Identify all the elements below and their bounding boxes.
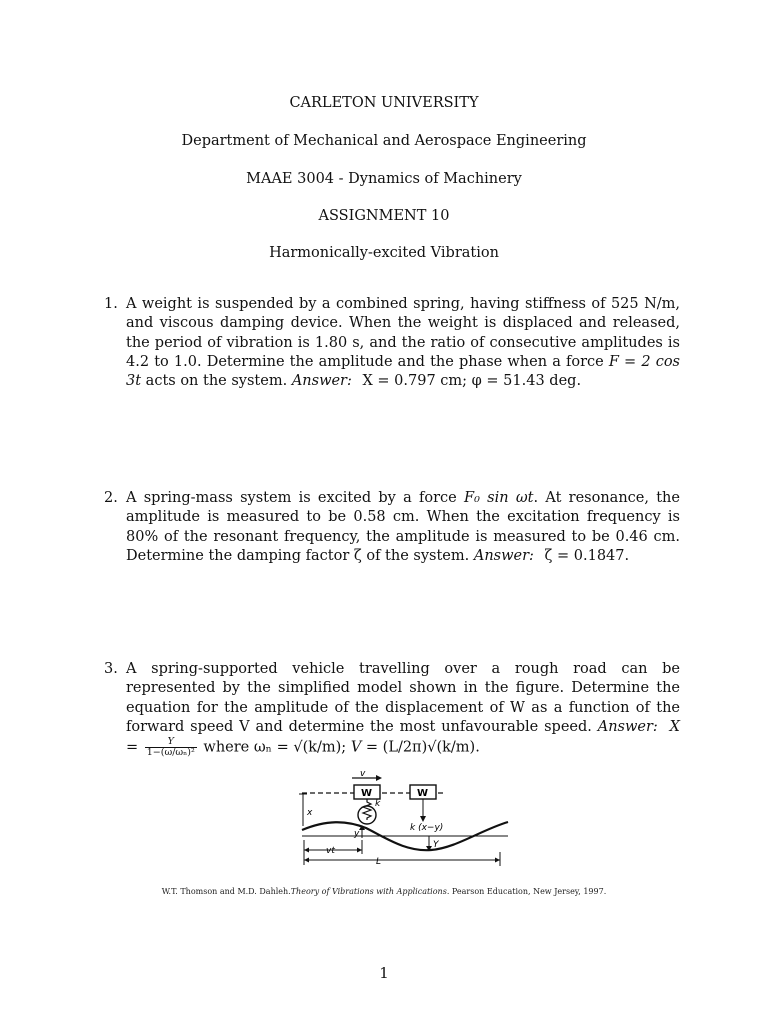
fraction-denominator: 1−(ω/ωₙ)²	[146, 747, 195, 759]
question-text	[126, 489, 680, 566]
spring-label: k	[375, 799, 381, 809]
answer-value: X = 0.797 cm; φ = 51.43 deg.	[362, 373, 582, 390]
mass-label-1: W	[361, 788, 373, 799]
equation-where: where ωₙ =	[203, 739, 289, 756]
question-body-tail: acts on the system.	[145, 373, 288, 390]
caption-publisher: Pearson Education, New Jersey, 1997.	[451, 887, 607, 896]
fraction-numerator: Y	[145, 737, 197, 748]
equation-x: X =	[126, 718, 680, 756]
question-body: A spring-supported vehicle travelling over a rough road can be represented by the simplified model shown in the figure. Determine the equation for the amplitude of the displacement of W as a function of the forward speed V and determine the most unfavourable speed.	[126, 661, 680, 735]
question-number: 2.	[104, 490, 118, 506]
mass-label-2: W	[417, 788, 429, 799]
question-text	[126, 295, 680, 391]
answer-value: ζ = 0.1847.	[544, 547, 630, 564]
question-number: 1.	[104, 296, 118, 312]
question-body: A spring-mass system is excited by a force	[126, 490, 457, 506]
force-equation: F₀ sin ωt	[464, 490, 534, 506]
force-equation: F = 2 cos 3t	[126, 353, 680, 390]
amplitude-fraction	[145, 737, 197, 758]
spring-force-label: k (x−y)	[410, 823, 444, 833]
question-body-tail: . At resonance, the amplitude is measured to be 0.58 cm. When the excitation frequency is 80% of the resonant frequency, the amplitude is measured to be 0.46 cm. Determine the damping factor ζ of the system.	[126, 490, 680, 564]
velocity-label: v	[360, 770, 366, 779]
question-text	[126, 660, 680, 758]
university-title: CARLETON UNIVERSITY	[289, 95, 479, 111]
assignment-title: ASSIGNMENT 10	[318, 208, 450, 224]
question-body: A weight is suspended by a combined spring, having stiffness of 525 N/m, and viscous damping device. When the weight is displaced and released, the period of vibration is 1.80 s, and the ratio of consecutive amplitudes is 4.2 to 1.0. Determine the amplitude and the phase when a force	[126, 296, 680, 370]
equation-v-expression: (L/2π)√(k/m).	[382, 739, 480, 756]
answer-label: Answer:	[473, 547, 534, 564]
spring	[363, 799, 371, 820]
answer-label: Answer:	[597, 718, 658, 735]
x-label: x	[307, 808, 313, 818]
L-label: L	[376, 857, 382, 867]
question-number: 3.	[104, 661, 118, 677]
page-number: 1	[379, 964, 389, 982]
caption-title: Theory of Vibrations with Applications.	[290, 887, 450, 896]
vt-label: vt	[326, 846, 335, 856]
vehicle-road-figure	[296, 770, 512, 868]
Y-label: Y	[433, 840, 439, 850]
answer-label: Answer:	[291, 373, 352, 390]
course-title: MAAE 3004 - Dynamics of Machinery	[246, 171, 522, 187]
figure-caption	[0, 887, 768, 896]
caption-authors: W.T. Thomson and M.D. Dahleh.	[161, 887, 291, 896]
equation-omega: √(k/m);	[293, 739, 347, 756]
department-title: Department of Mechanical and Aerospace Engineering	[181, 133, 587, 149]
topic-title: Harmonically-excited Vibration	[269, 245, 499, 261]
y-label: y	[354, 829, 360, 839]
velocity-arrowhead	[376, 775, 382, 781]
equation-v: V =	[350, 739, 379, 756]
